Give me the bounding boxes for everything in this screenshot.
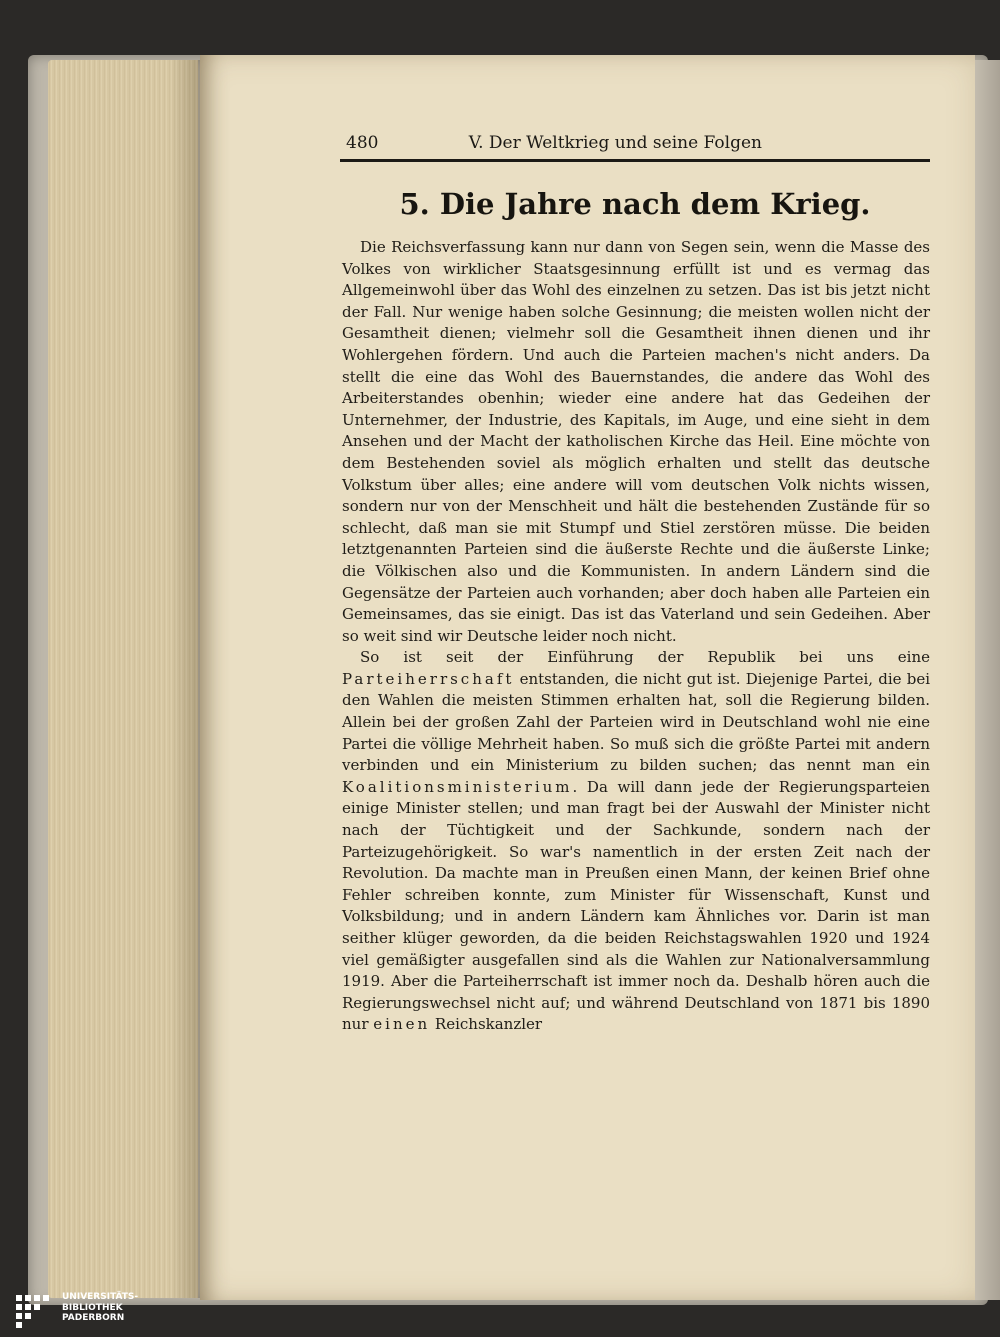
- page-header: [340, 133, 930, 162]
- paragraph-2-part-a: So ist seit der Einführung der Republik bei uns eine: [360, 648, 930, 667]
- paragraph-2-part-d: Reichskanzler: [430, 1015, 543, 1034]
- paragraph-1: Die Reichsverfassung kann nur dann von Segen sein, wenn die Masse des Volkes von wirklicher Staatsgesinnung erfüllt ist und es vermag das Allgemeinwohl über das Wohl des einzelnen zu setzen. Das ist bis jetzt nicht der Fall. Nur wenige haben solche Gesinnung; die meisten wollen nicht der Gesamtheit dienen; vielmehr soll die Gesamtheit ihnen dienen und ihr Wohlergehen fördern. Und auch die Parteien machen's nicht anders. Da stellt die eine das Wohl des Bauernstandes, die andere das Wohl des Arbeiterstandes obenhin; wieder eine andere hat das Gedeihen der Unternehmer, der Industrie, des Kapitals, im Auge, und eine sieht in dem Ansehen und der Macht der katholischen Kirche das Heil. Eine möchte von dem Bestehenden soviel als möglich erhalten und stellt das deutsche Volkstum über alles; eine andere will vom deutschen Volk nichts wissen, sondern nur von der Menschheit und hält die bestehenden Zustände für so schlecht, daß man sie mit Stumpf und Stiel zerstören müsse. Die beiden letztgenannten Parteien sind die äußerste Rechte und die äußerste Linke; die Völkischen also und die Kommunisten. In andern Ländern sind die Gegensätze der Parteien auch vorhanden; aber doch haben alle Parteien ein Gemeinsames, das sie einigt. Das ist das Vaterland und sein Gedeihen. Aber so weit sind wir Deutsche leider noch nicht.: [342, 238, 930, 645]
- emphasis-koalitionsministerium: Koalitionsministerium: [342, 777, 573, 796]
- emphasis-einen: einen: [373, 1015, 431, 1034]
- running-title: V. Der Weltkrieg und seine Folgen: [468, 133, 762, 153]
- cover-edge: [972, 60, 1000, 1300]
- paragraph-2-part-c: . Da will dann jede der Regierungsparteien einige Minister stellen; und man fragt bei der Auswahl der Minister nicht nach der Tüchtigkeit und der Sachkunde, sondern nach der Parteizugehörigkeit. So war's namentlich in der ersten Zeit nach der Revolution. Da machte man in Preußen einen Mann, der keinen Brief ohne Fehler schreiben konnte, zum Minister für Wissenschaft, Kunst und Volksbildung; und in andern Ländern kam Ähnliches vor. Darin ist man seither klüger geworden, da die beiden Reichstagswahlen 1920 und 1924 viel gemäßigter ausgefallen sind als die Wahlen zur Nationalversammlung 1919. Aber die Parteiherrschaft ist immer noch da. Deshalb hören auch die Regierungswechsel nicht auf; und während Deutschland von 1871 bis 1890 nur: [342, 777, 930, 1034]
- paragraph-2-part-b: entstanden, die nicht gut ist. Diejenige Partei, die bei den Wahlen die meisten Stimmen erhalten hat, soll die Regierung bilden. Allein bei der großen Zahl der Parteien wird in Deutschland wohl nie eine Partei die völlige Mehrheit haben. So muß sich die größte Partei mit andern verbinden und ein Ministerium zu bilden suchen; das nennt man ein: [342, 669, 930, 775]
- page-number: 480: [346, 133, 379, 153]
- body-text: [342, 237, 930, 1036]
- paragraph-2: [342, 647, 930, 1036]
- chapter-title: 5. Die Jahre nach dem Krieg.: [399, 187, 871, 221]
- book-page: [200, 55, 975, 1300]
- library-logo: [10, 1290, 170, 1334]
- library-logo-icon: [14, 1293, 52, 1331]
- library-logo-text: UNIVERSITÄTS- BIBLIOTHEK PADERBORN: [62, 1292, 139, 1323]
- emphasis-parteiherrschaft: Parteiherrschaft: [342, 669, 515, 688]
